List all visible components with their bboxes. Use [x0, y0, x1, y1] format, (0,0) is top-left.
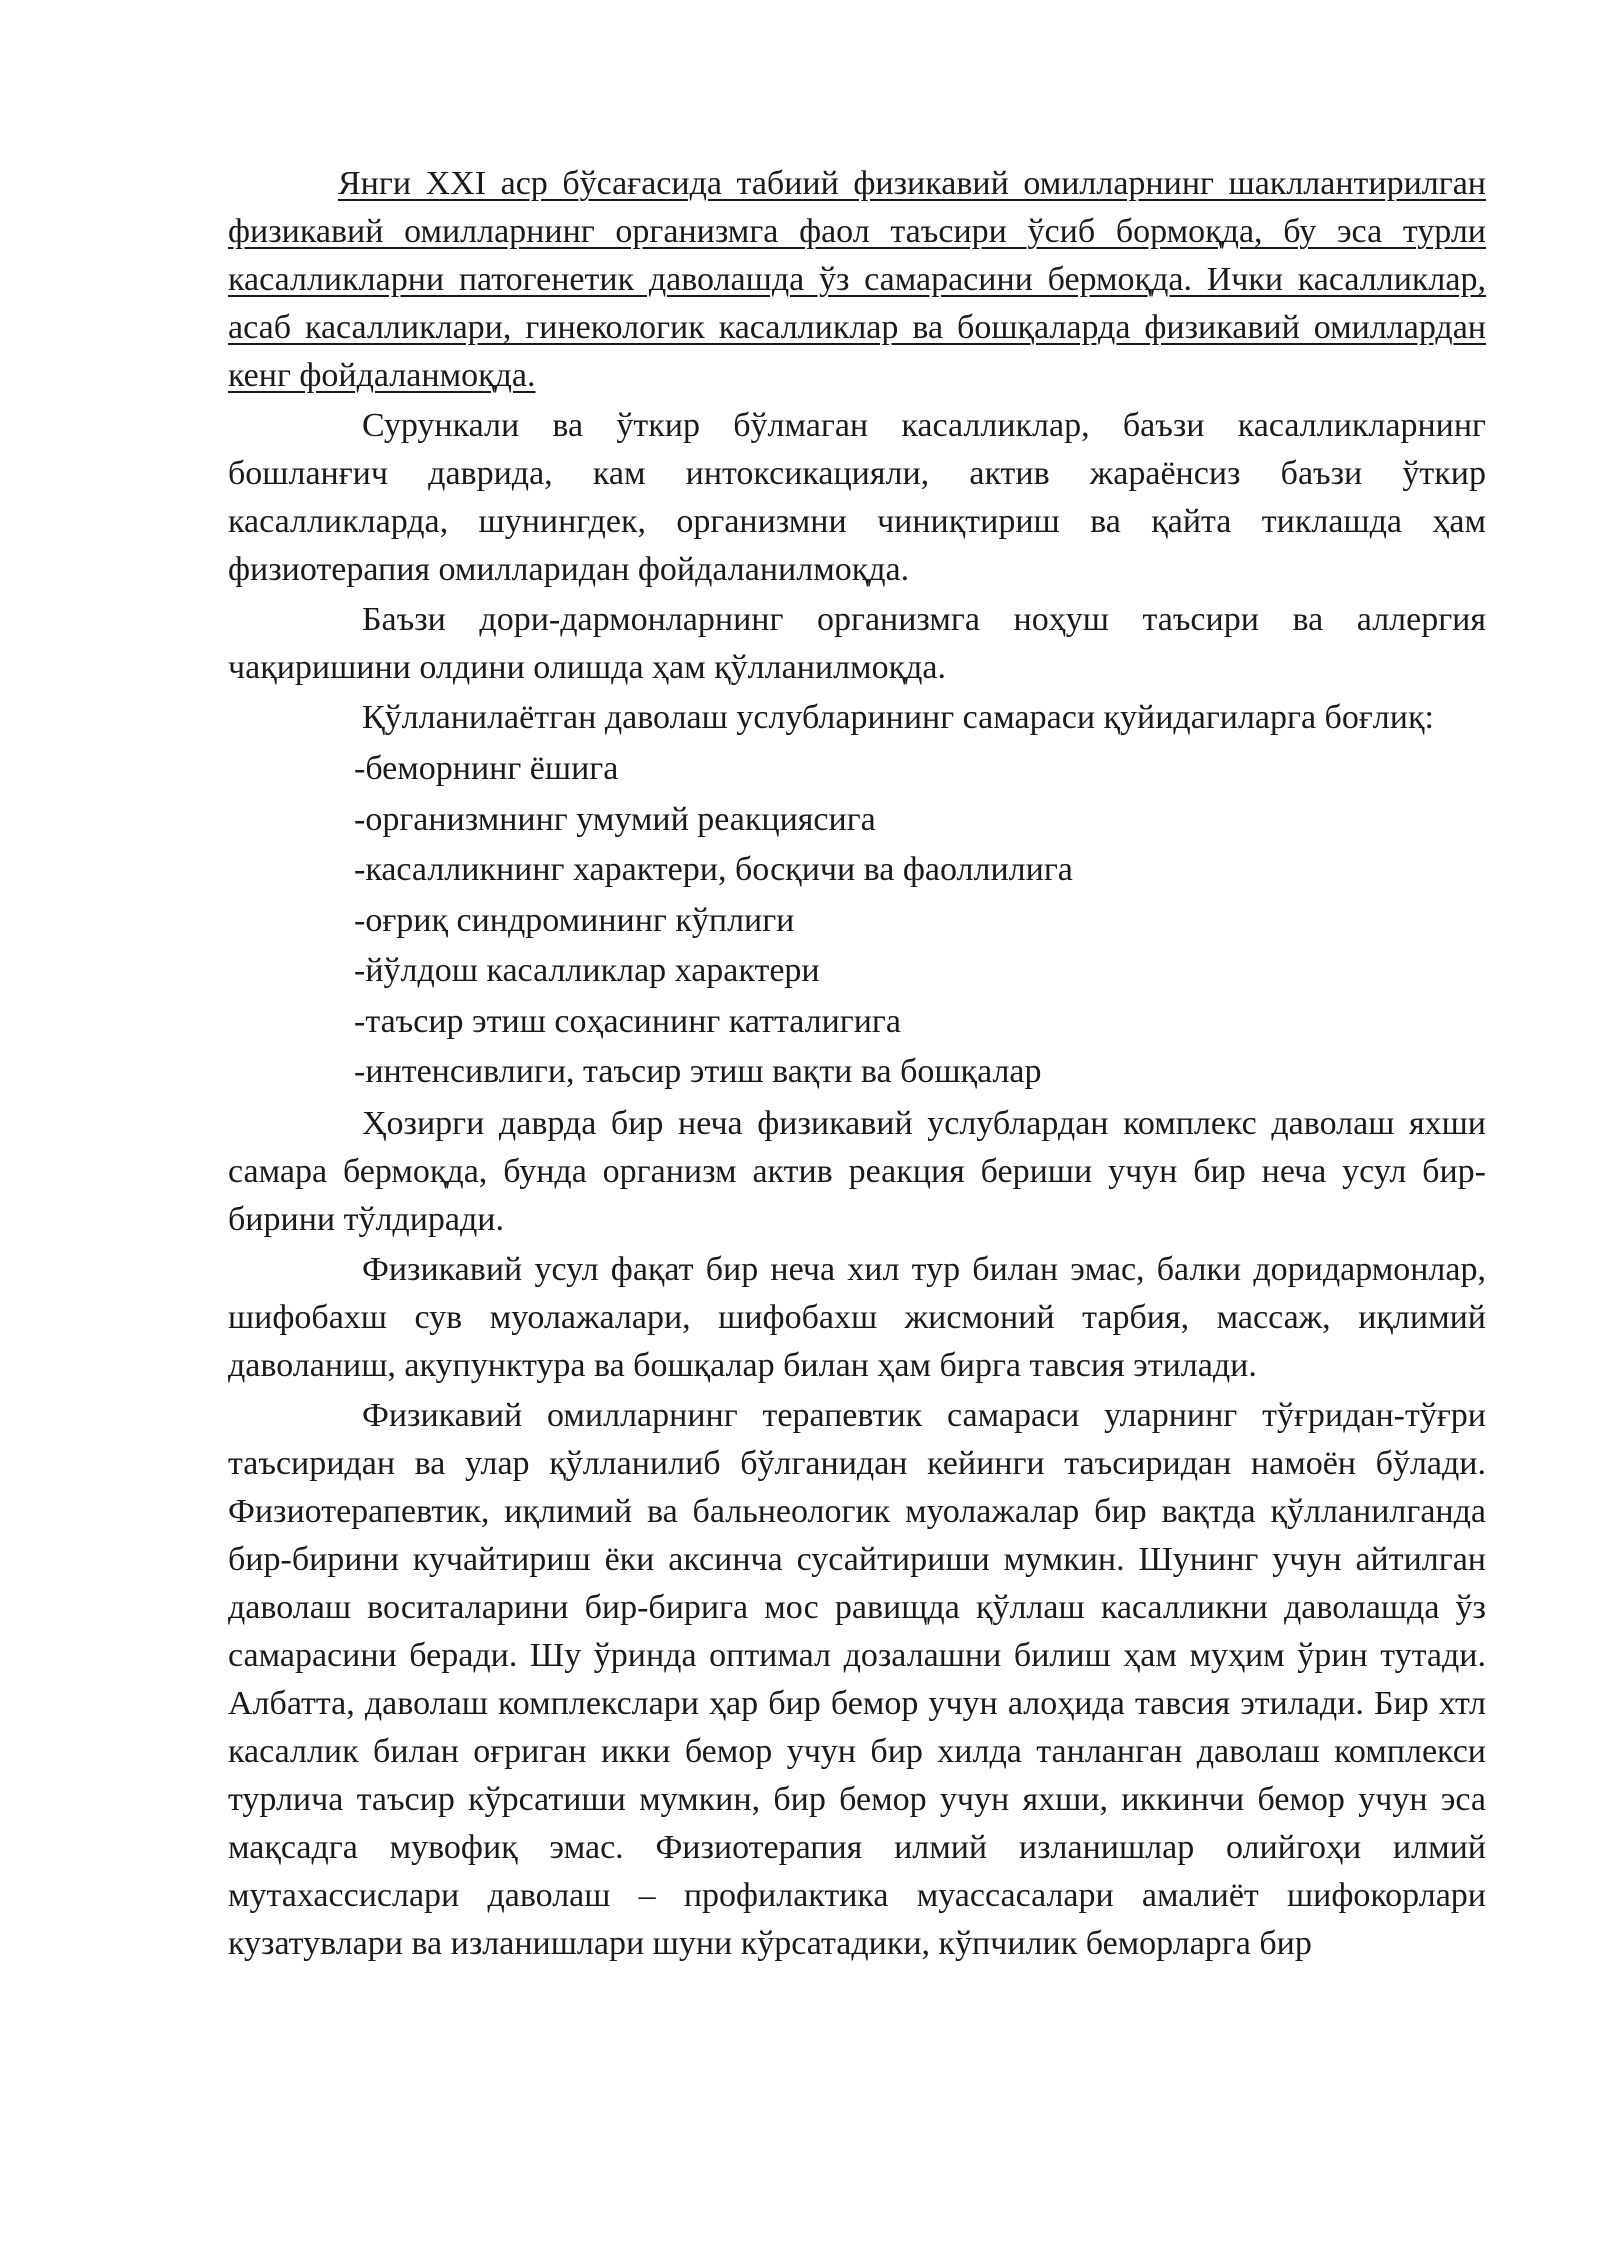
paragraph-side-effects: Баъзи дори-дармонларнинг организмга ноҳуш таъсири ва аллергия чақиришини олдини олишда ҳам қўлланилмоқда. — [228, 601, 1486, 686]
list-item: -касалликнинг характери, босқичи ва фаоллилига — [354, 851, 1073, 888]
list-item: -оғриқ синдромининг кўплиги — [354, 901, 795, 939]
document-page — [228, 160, 1486, 1970]
paragraph-combined-methods: Физикавий усул фақат бир неча хил тур билан эмас, балки доридармонлар, шифобахш сув муолажалари, шифобахш жисмоний тарбия, массаж, иқлимий даволаниш, акупунктура ва бошқалар билан ҳам бирга тавсия этилади. — [228, 1250, 1486, 1384]
intro-paragraph — [228, 160, 1486, 400]
paragraph-dependency-intro: Қўлланилаётган даволаш услубларининг самараси қуйидагиларга боғлиқ: — [362, 699, 1434, 736]
list-item: -таъсир этиш соҳасининг катталигига — [354, 1002, 901, 1040]
intro-paragraph-text: Янги XXI аср бўсағасида табиий физикавий омилларнинг шакллантирилган физикавий омилларнинг организмга фаол таъсири ўсиб бормоқда, бу эса турли касалликларни патогенетик даволашда ўз самарасини бермоқда. Ички касалликлар, асаб касалликлари, гинекологик касалликлар ва бошқаларда физикавий омиллардан кенг фойдаланмоқда. — [228, 165, 1486, 394]
paragraph-complex-treatment: Ҳозирги даврда бир неча физикавий услублардан комплекс даволаш яхши самара бермоқда, бунда организм актив реакция бериши учун бир неча усул бир-бирини тўлдиради. — [228, 1104, 1486, 1238]
paragraph-chronic-diseases: Сурункали ва ўткир бўлмаган касалликлар, баъзи касалликларнинг бошланғич даврида, кам интоксикацияли, актив жараёнсиз баъзи ўткир касалликларда, шунингдек, организмни чиниқтириш ва қайта тиклашда ҳам физиотерапия омилларидан фойдаланилмоқда. — [228, 407, 1486, 588]
paragraph-therapeutic-effect: Физикавий омилларнинг терапевтик самараси уларнинг тўғридан-тўғри таъсиридан ва улар қўлланилиб бўлганидан кейинги таъсиридан намоён бўлади. Физиотерапевтик, иқлимий ва бальнеологик муолажалар бир вақтда қўлланилганда бир-бирини кучайтириш ёки аксинча сусайтириши мумкин. Шунинг учун айтилган даволаш воситаларини бир-бирига мос равищда қўллаш касалликни даволашда ўз самарасини беради. Шу ўринда оптимал дозалашни билиш ҳам муҳим ўрин тутади. Албатта, даволаш комплекслари ҳар бир бемор учун алоҳида тавсия этилади. Бир хтл касаллик билан оғриган икки бемор учун бир хилда танланган даволаш комплекси турлича таъсир кўрсатиши мумкин, бир бемор учун яхши, иккинчи бемор учун эса мақсадга мувофиқ эмас. Физиотерапия илмий изланишлар олийгоҳи илмий мутахассислари даволаш – профилактика муассасалари амалиёт шифокорлари кузатувлари ва изланишлари шуни кўрсатадики, кўпчилик беморларга бир — [228, 1396, 1486, 1962]
list-item: -йўлдош касалликлар характери — [354, 952, 820, 989]
list-item: -организмнинг умумий реакциясига — [354, 800, 876, 838]
list-item: -интенсивлиги, таъсир этиш вақти ва бошқалар — [354, 1053, 1042, 1090]
list-item: -беморнинг ёшига — [354, 750, 619, 787]
factors-list — [228, 744, 1486, 1098]
